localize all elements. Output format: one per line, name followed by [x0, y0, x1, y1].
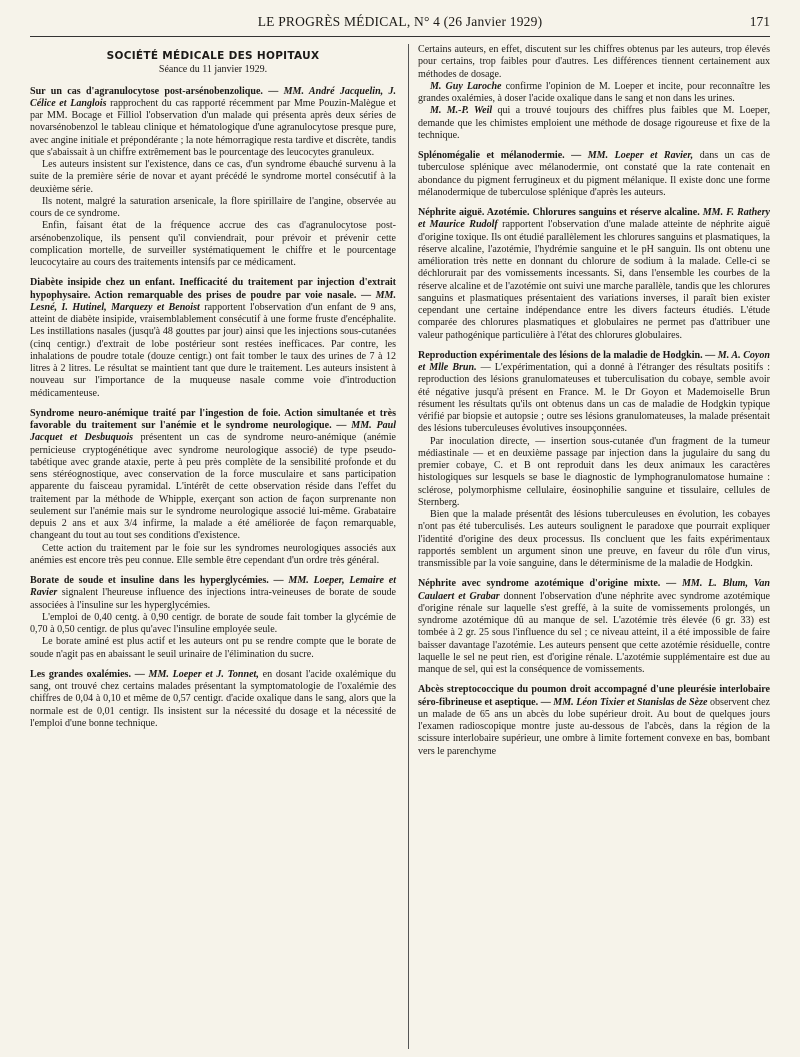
article-authors: M. Guy Laroche: [430, 80, 502, 92]
article-authors: MM. Loeper et Ravier,: [587, 150, 694, 161]
article-oxalemies-discussion: [418, 44, 770, 142]
article-title: Abcès streptococcique du poumon droit accompagné d'une pleurésie interlobaire séro-fibrineuse et aseptique. —: [418, 684, 770, 708]
article-authors: MM. F. Rathery et Maurice Rudolf: [418, 207, 770, 231]
article-title: Diabète insipide chez un enfant. Inefficacité du traitement par injection d'extrait hypophysaire. Action remarquable des prises de poudre par voie nasale. —: [30, 277, 396, 301]
running-title: LE PROGRÈS MÉDICAL, N° 4 (26 Janvier 1929): [257, 14, 543, 29]
article-text: qui a trouvé toujours des chiffres plus faibles que M. Loeper, demande que les chimistes emploient une méthode de dosage rigoureuse et fixe de la technique.: [418, 105, 770, 141]
article-nephrite-aigue: [418, 207, 770, 342]
article-title: Reproduction expérimentale des lésions de la maladie de Hodgkin. —: [418, 349, 718, 361]
article-title: Splénomégalie et mélanodermie. —: [418, 150, 588, 161]
left-column: [30, 44, 396, 738]
article-abces-streptococcique: [418, 684, 770, 758]
paragraph: Bien que la malade présentât des lésions tuberculeuses en évolution, les cobayes n'ont pas été tuberculisés. Les auteurs soulignent le paradoxe que pourrait expliquer l'identité d'origine des deux processus. Ils concluent que les faits expérimentaux rapportés semblent un argument sinon une preuve, en faveur du rôle d'un virus, transmissible par la voie sanguine, dans le déterminisme de la maladie de Hodgkin.: [418, 509, 770, 569]
paragraph: [418, 684, 770, 758]
article-text: donnent l'observation d'une néphrite avec syndrome azotémique d'origine rénale sur laquelle s'est greffé, à la suite de vomissements prolongés, un syndrome azotémique dû au manque de sel. L'azotémie très élevée (6 gr. 33) est tombée à 2 gr. 25 sous l'influence du sel ; ce niveau atteint, il a été impossible de faire baisser davantage l'azotémie. Les auteurs pensent que cette azotémie résiduelle, contre laquelle le sel ne peut rien, est d'origine rénale. L'azotémie supplémentaire est due au manque de sel, qui est la conséquence de vomissements.: [418, 590, 770, 675]
paragraph: Les auteurs insistent sur l'existence, dans ce cas, d'un syndrome ébauché survenu à la suite de la première série de novar et ayant précédé le syndrome mortel consécutif à la deuxième série.: [30, 159, 396, 195]
article-authors: M. M.-P. Weil: [430, 105, 493, 117]
article-hodgkin: [418, 350, 770, 571]
article-text: rapportent l'observation d'une malade atteinte de néphrite aiguë d'origine toxique. Ils ont étudié parallèlement les chlorures sanguins et plasmatiques, la réserve alcaline, l'azotémie, l'hydrémie sanguine et le pH sanguin. Ils ont obtenu une amélioration très nette en donnant du chlorure de sodium à la malade. Celle-ci se déchlorurait par des vomissements incessants. Si, dans l'ensemble les courbes de la réserve alcaline et de l'azotémie ont suivi une marche parallèle, tandis que les chlorures sanguins et plasmatiques présentaient des variations inverses, il paraît bien exister cependant une certaine indépendance entre les divers facteurs étudiés. L'étude comparée des chlorures plasmatiques et globulaires ne permet pas d'attribuer une valeur pathogénique particulière à l'état des chlorures globulaires.: [418, 219, 770, 341]
paragraph: Certains auteurs, en effet, discutent sur les chiffres obtenus par les auteurs, trop élevés pour certains, trop faibles pour d'autres. Les différences tiennent certainement aux méthodes de dosage.: [418, 44, 770, 80]
article-text: observent chez un malade de 65 ans un abcès du lobe supérieur droit. Au bout de quelques jours l'examen radioscopique montre juste au-dessous de l'abcès, dans la région de la scissure interlobaire supérieur, une ombre à limite fortement convexe en bas, bombant vers le parenchyme: [418, 696, 770, 757]
article-authors: MM. Lesné, I. Hutinel, Marquezy et Benoist: [30, 289, 396, 313]
article-text: présentent un cas de syndrome neuro-anémique (anémie pernicieuse cryptogénétique avec syndrome neurologique associé) de type pseudo-tabétique avec grande ataxie, perte à peu près complète de la sensibilité profonde et du sens stéréognostique, avec conservation de la force musculaire et sans participation apparente du faisceau pyramidal. L'intérêt de cette observation réside dans l'effet du traitement par la méthode de Whipple, exerçant son action de façon surprenante non seulement sur l'anémie mais sur le syndrome neurologique associé lui-même. Grabataire depuis 2 ans et aux 3/4 infirme, la malade a été améliorée de façon remarquable, changeant du tout au tout ses conditions d'existence.: [30, 432, 396, 542]
paragraph: [30, 408, 396, 543]
article-grandes-oxalemies: [30, 669, 396, 730]
paragraph: [418, 81, 770, 106]
article-authors: MM. Loeper, Lemaire et Ravier: [30, 575, 396, 599]
article-title: Néphrite avec syndrome azotémique d'origine mixte. —: [418, 578, 682, 590]
article-authors: MM. Loeper et J. Tonnet,: [148, 668, 259, 680]
paragraph: Enfin, faisant état de la fréquence accrue des cas d'agranulocytose post-arsénobenzolique, ils pensent qu'il conviendrait, pour prévoir et prévenir cette complication mortelle, de surveiller systématiquement le chiffre et le pourcentage leucocytaire au cours des traitements intensifs par ce médicament.: [30, 220, 396, 268]
article-text: confirme l'opinion de M. Loeper et incite, pour reconnaître les grandes oxalémies, à doser l'acide oxalique dans le sang et non dans les urines.: [418, 80, 770, 104]
paragraph: [30, 277, 396, 400]
session-date: Séance du 11 janvier 1929.: [158, 64, 268, 76]
article-text: rapprochent du cas rapporté récemment par Mme Pouzin-Malègue et par MM. Bocage et Filliol l'observation d'un malade qui présenta après deux séries de novarsénobenzol le tableau clinique et hématologique d'une agranulocytose presque pure, avec angine initiale et prépondérante ; la note hémorragique resta tardive et discrète, tandis que s'abaissait à un chiffre extrêmement bas le pourcentage des leucocytes granuleux.: [30, 97, 396, 158]
article-authors: MM. Paul Jacquet et Desbuquois: [30, 420, 396, 444]
article-nephrite-azotemique: [418, 578, 770, 676]
header-rule: [30, 36, 770, 37]
paragraph: Ils notent, malgré la saturation arsenicale, la flore spirillaire de l'angine, observée au cours de ce syndrome.: [30, 195, 396, 219]
article-title: Sur un cas d'agranulocytose post-arsénobenzolique. —: [30, 85, 284, 97]
article-authors: MM. Léon Tixier et Stanislas de Sèze: [553, 696, 708, 708]
column-rule: [408, 44, 409, 1049]
article-authors: MM. André Jacquelin, J. Célice et Langlois: [30, 85, 397, 109]
paragraph: [418, 578, 770, 676]
page-number: 171: [749, 14, 770, 29]
section-title: SOCIÉTÉ MÉDICALE DES HOPITAUX: [106, 50, 320, 62]
article-text: en dosant l'acide oxalémique du sang, ont trouvé chez certains malades présentant la symptomatologie de l'oxalémie des chiffres de 0,04 à 0,10 et même de 0,57 centigr. d'acide oxalique dans le sang, alors que la normale est de 0,01 centigr. Ils insistent sur la nécessité du dosage et la nécessité de l'emploi d'une bonne technique.: [30, 668, 397, 729]
paragraph: [30, 669, 396, 730]
right-column: [418, 44, 770, 766]
article-title: Les grandes oxalémies. —: [30, 668, 149, 680]
paragraph: [30, 575, 396, 612]
paragraph: [30, 86, 396, 160]
article-authors: M. A. Coyon et Mlle Brun.: [418, 349, 771, 373]
article-splenomegalie: [418, 150, 770, 199]
article-title: Borate de soude et insuline dans les hyperglycémies. —: [30, 575, 289, 586]
article-title: Syndrome neuro-anémique traité par l'ingestion de foie. Action simultanée et très favorable du traitement sur l'anémie et le syndrome neurologique. —: [30, 407, 396, 431]
article-text: rapportent l'observation d'un enfant de 9 ans, atteint de diabète insipide, vraisemblablement consécutif à une forme fruste d'encéphalite. Les instillations nasales (jusqu'à 48 gouttes par jour) ainsi que les injections sous-cutanées (cinq centigr.) d'extrait de lobe postérieur sont restées inefficaces. Par contre, les inhalations de poudre totale (douze centigr.) ont fait tomber le taux des urines de 7 à 12 litres à 2 litres. Le résultat se maintient tant que dure le traitement. Les auteurs insistent à nouveau sur l'importance de la muqueuse nasale comme voie d'introduction médicamenteuse.: [30, 301, 396, 399]
article-text: signalent l'heureuse influence des injections intra-veineuses de borate de soude associées à l'insuline sur les hyperglycémies.: [30, 587, 396, 611]
article-agranulocytose: [30, 86, 396, 270]
article-text: — L'expérimentation, qui a donné à l'étranger des résultats positifs : reproduction des lésions granulomateuses et tuberculisation du cobaye, semble avoir été négative jusqu'à présent en France. M. le Dr Goyon et Mademoiselle Brun résument les résultats qu'ils ont obtenus dans un cas de maladie de Hodgkin typique vérifié par biopsie et autopsie ; outre ses lésions granulomateuses, la malade présentait des lésions tuberculeuses évolutives insoupçonnées.: [418, 362, 770, 435]
article-syndrome-neuro-anemique: [30, 408, 396, 567]
running-header: [30, 14, 770, 36]
article-authors: MM. L. Blum, Van Caulaert et Grabar: [418, 578, 770, 602]
paragraph: [418, 350, 770, 436]
paragraph: [418, 150, 770, 199]
article-title: Néphrite aiguë. Azotémie. Chlorures sanguins et réserve alcaline.: [418, 207, 703, 218]
article-diabete-insipide: [30, 277, 396, 400]
paragraph: Par inoculation directe, — insertion sous-cutanée d'un fragment de la tumeur médiastinale — et en deuxième passage par injection dans la jugulaire du sang du premier cobaye, C. et B ont reproduit dans les deux animaux les caractères histologiques sur lesquels se base le diagnostic de lymphogranulomatose humaine : sclérose, polymorphisme cellulaire, éosinophilie sanguine et tissulaire, cellules de Sternberg.: [418, 435, 770, 508]
paragraph: Le borate aminé est plus actif et les auteurs ont pu se rendre compte que le borate de soude n'agit pas en abaissant le seuil urinaire de l'élimination du sucre.: [30, 636, 396, 660]
paragraph: [418, 207, 770, 342]
article-borate-de-soude: [30, 575, 396, 661]
article-text: dans un cas de tuberculose splénique avec mélanodermie, ont constaté que la rate contenait en abondance du pigment ferrugineux et du pigment mélanique. Il existe donc une forme mélanodermique de tuberculose splénique d'après les auteurs.: [418, 150, 771, 198]
paragraph: [418, 105, 770, 142]
paragraph: L'emploi de 0,40 centg. à 0,90 centigr. de borate de soude fait tomber la glycémie de 0,70 à 0,50 centigr. de plus qu'avec l'insuline employée seule.: [30, 611, 396, 635]
paragraph: Cette action du traitement par le foie sur les syndromes neurologiques associés aux anémies est encore très peu connue. Elle semble être cependant d'un ordre très général.: [30, 542, 396, 566]
